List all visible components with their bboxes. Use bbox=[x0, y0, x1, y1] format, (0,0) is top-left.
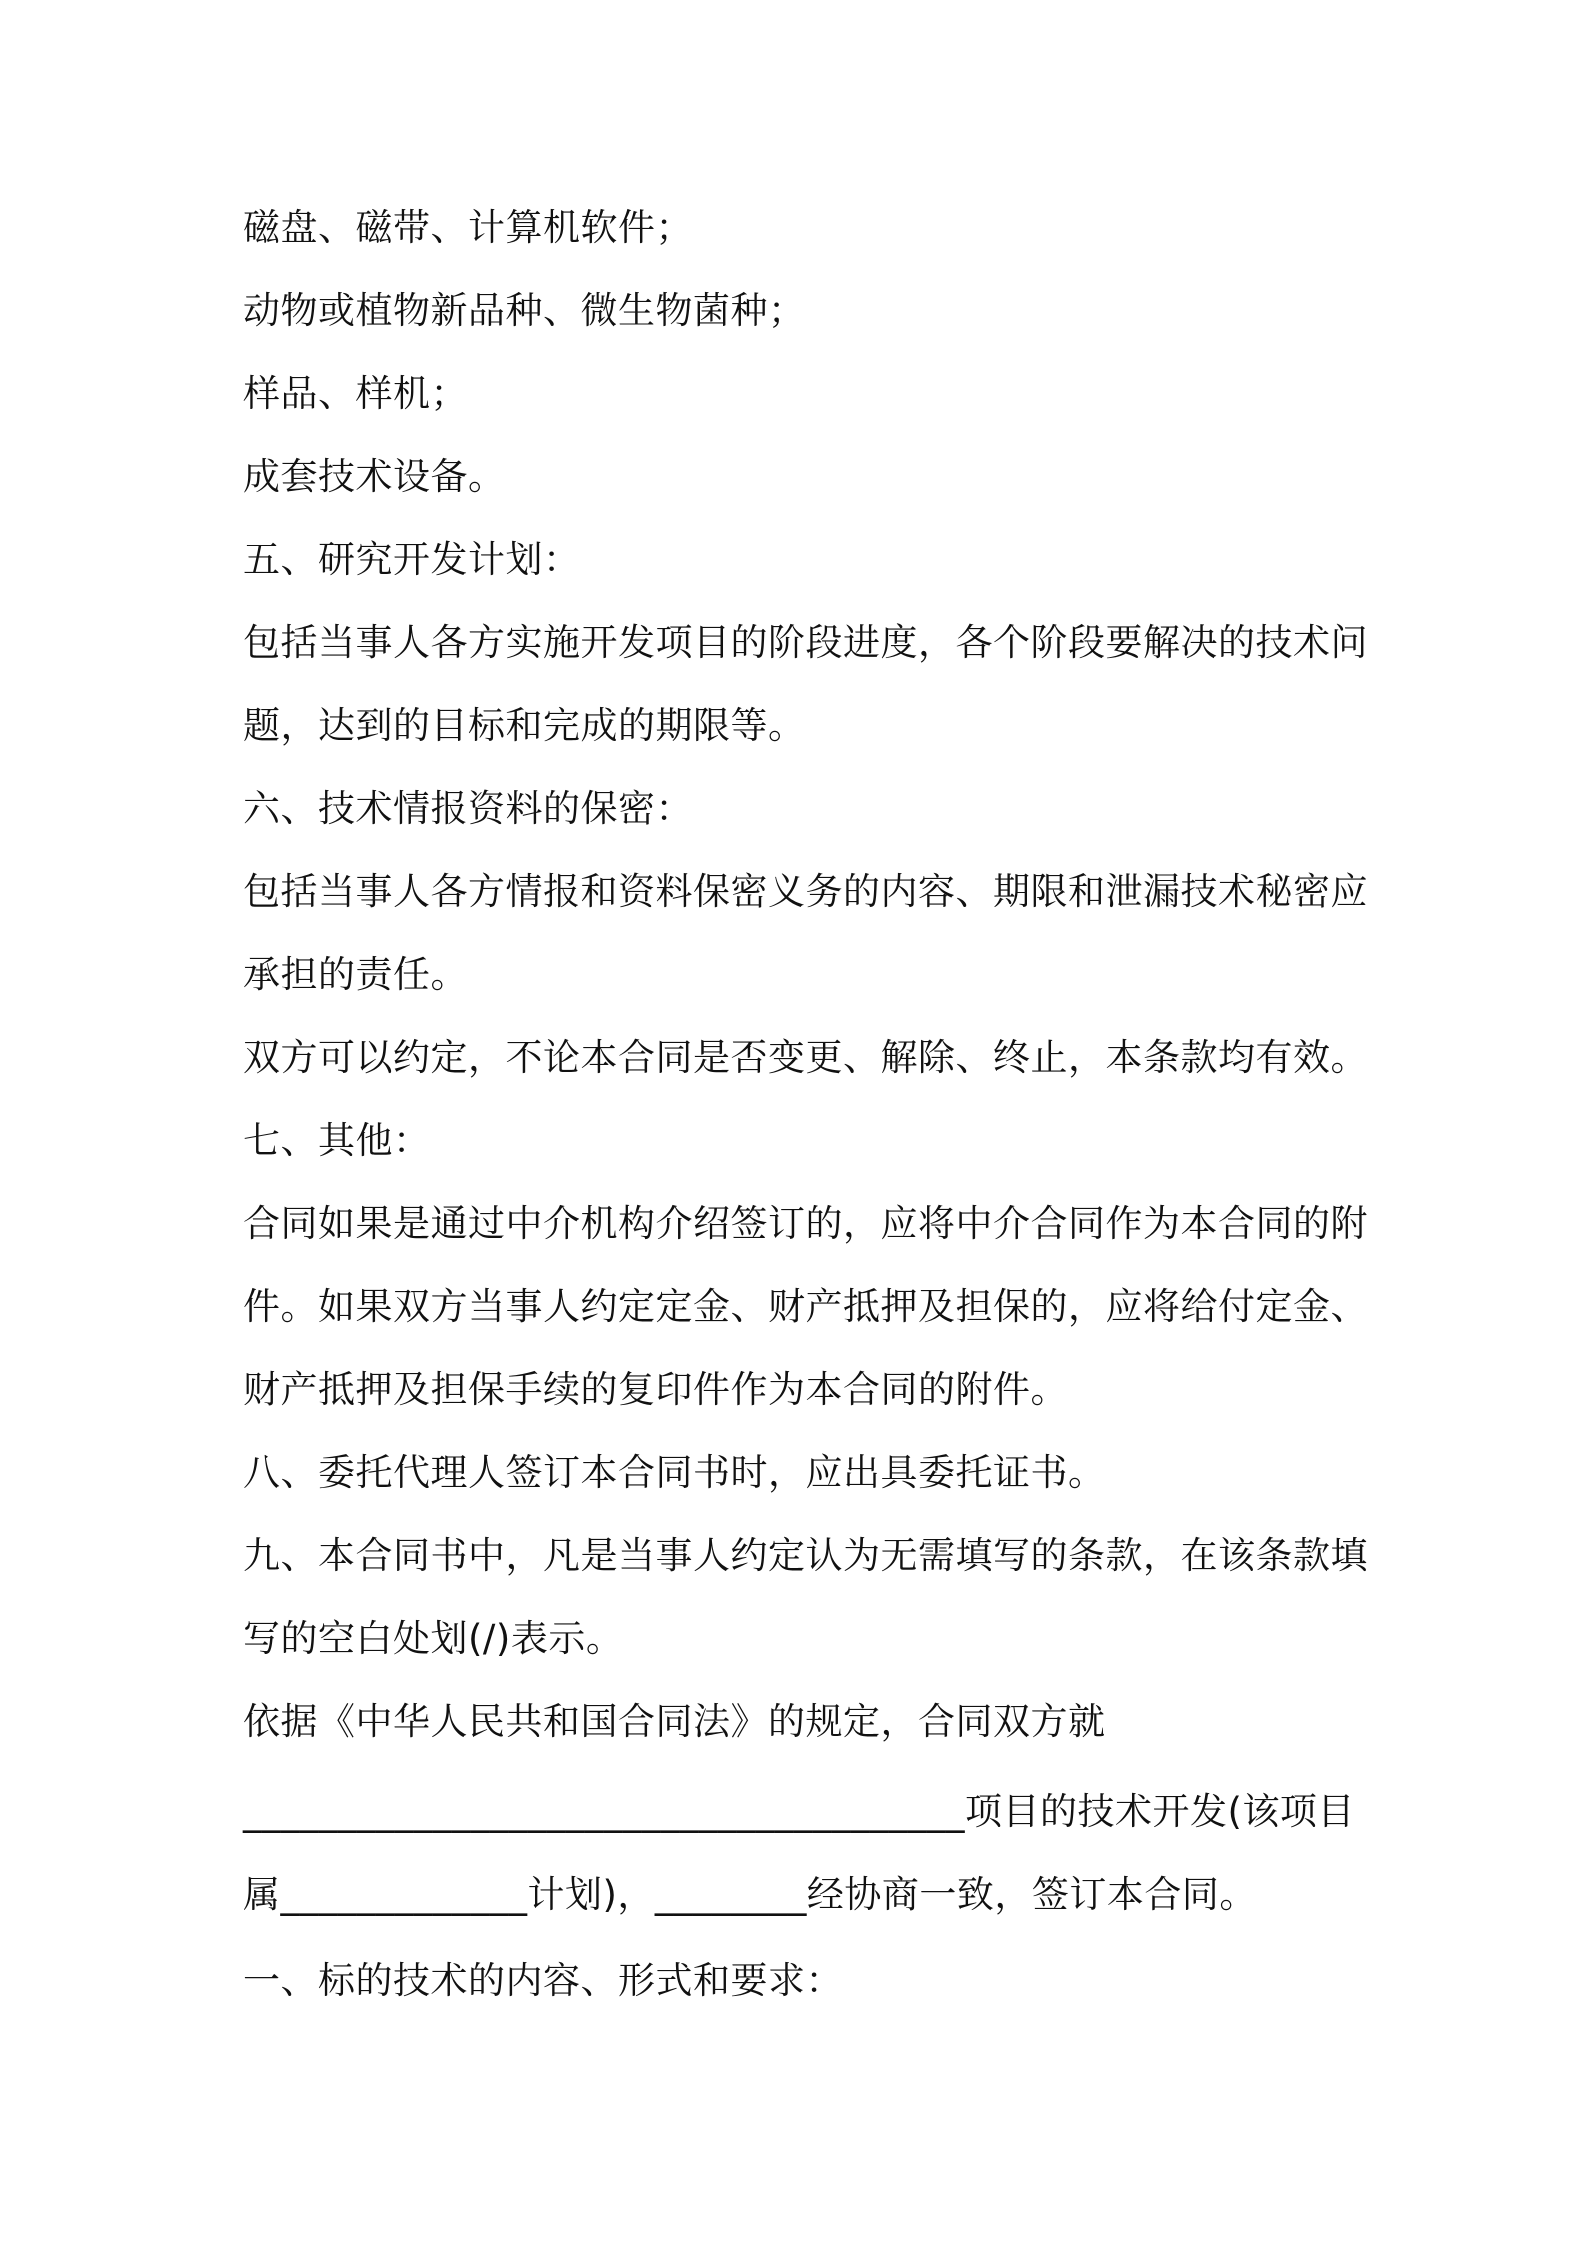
text-line: 磁盘、磁带、计算机软件； bbox=[243, 206, 693, 249]
text-line: 成套技术设备。 bbox=[243, 455, 506, 498]
text-line: 合同如果是通过中介机构介绍签订的，应将中介合同作为本合同的附 bbox=[243, 1202, 1368, 1245]
text-line: 依据《中华人民共和国合同法》的规定，合同双方就 bbox=[243, 1700, 1106, 1743]
text-line: 财产抵押及担保手续的复印件作为本合同的附件。 bbox=[243, 1368, 1068, 1411]
text-line: 件。如果双方当事人约定定金、财产抵押及担保的，应将给付定金、 bbox=[243, 1285, 1368, 1328]
section-heading: 五、研究开发计划： bbox=[243, 538, 581, 581]
text-line: 承担的责任。 bbox=[243, 953, 468, 996]
section-heading: 六、技术情报资料的保密： bbox=[243, 787, 693, 830]
fill-in-line: ______________________________________项目的技术开发(该项目 bbox=[243, 1790, 1355, 1833]
text-line: 动物或植物新品种、微生物菌种； bbox=[243, 289, 806, 332]
text-line: 包括当事人各方情报和资料保密义务的内容、期限和泄漏技术秘密应 bbox=[243, 870, 1368, 913]
text-line: 包括当事人各方实施开发项目的阶段进度，各个阶段要解决的技术问 bbox=[243, 621, 1368, 664]
text-line: 题，达到的目标和完成的期限等。 bbox=[243, 704, 806, 747]
text-line: 双方可以约定，不论本合同是否变更、解除、终止，本条款均有效。 bbox=[243, 1036, 1368, 1079]
fill-in-line: 属_____________计划)，________经协商一致，签订本合同。 bbox=[243, 1873, 1257, 1916]
text-line: 样品、样机； bbox=[243, 372, 468, 415]
section-heading: 八、委托代理人签订本合同书时，应出具委托证书。 bbox=[243, 1451, 1106, 1494]
section-heading: 七、其他： bbox=[243, 1119, 431, 1162]
section-heading: 一、标的技术的内容、形式和要求： bbox=[243, 1959, 843, 2002]
text-line: 写的空白处划(/)表示。 bbox=[243, 1617, 624, 1660]
section-heading: 九、本合同书中，凡是当事人约定认为无需填写的条款，在该条款填 bbox=[243, 1534, 1368, 1577]
